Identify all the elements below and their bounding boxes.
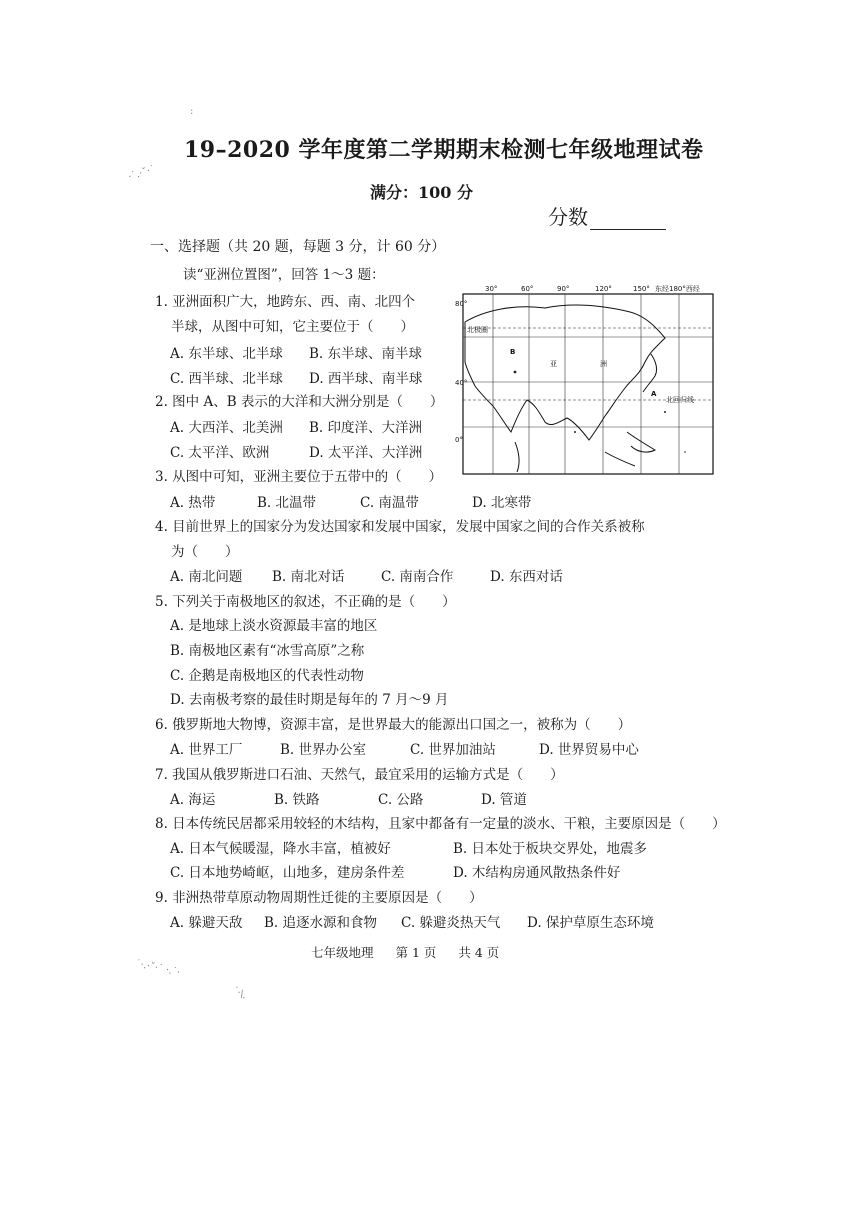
question-4-option-a: A. 南北问题	[170, 569, 243, 585]
question-9-line-1: 9. 非洲热带草原动物周期性迁徙的主要原因是（ ）	[155, 890, 483, 906]
lon-label-90: 90°	[557, 285, 570, 293]
question-3-line-1: 3. 从图中可知，亚洲主要位于五带中的（ ）	[155, 469, 443, 485]
question-8-option-a: A. 日本气候暖湿，降水丰富，植被好	[170, 841, 391, 857]
question-9-option-c: C. 躲避炎热天气	[401, 915, 501, 931]
question-1-option-b: B. 东半球、南半球	[309, 346, 423, 362]
exam-title: 19–2020 学年度第二学期期末检测七年级地理试卷	[184, 137, 704, 163]
question-3-option-a: A. 热带	[170, 495, 216, 511]
question-5-option-a: A. 是地球上淡水资源最丰富的地区	[170, 618, 378, 634]
score-field	[548, 201, 666, 230]
question-6-line-1: 6. 俄罗斯地大物博，资源丰富，是世界最大的能源出口国之一，被称为（ ）	[155, 717, 632, 733]
section-heading: 一、选择题（共 20 题，每题 3 分，计 60 分）	[150, 239, 446, 255]
map-label-tropic: 北回归线	[666, 396, 694, 404]
score-blank	[590, 211, 666, 230]
lat-label-0: 0°	[455, 436, 463, 444]
question-2-line-1: 2. 图中 A、B 表示的大洋和大洲分别是（ ）	[155, 394, 444, 410]
lon-label-60: 60°	[521, 285, 534, 293]
question-5-option-c: C. 企鹅是南极地区的代表性动物	[170, 668, 364, 684]
lon-label-180: 东经180°西经	[655, 285, 700, 293]
page-footer	[311, 943, 517, 961]
scan-smudge: ˙·\.	[230, 985, 249, 1002]
question-5-option-d: D. 去南极考察的最佳时期是每年的 7 月～9 月	[170, 692, 449, 708]
map-label-asia-2: 洲	[600, 360, 607, 368]
question-5-line-1: 5. 下列关于南极地区的叙述，不正确的是（ ）	[155, 594, 456, 610]
lon-label-30: 30°	[485, 285, 498, 293]
footer-subject: 七年级地理	[311, 945, 374, 960]
question-4-line-1: 4. 目前世界上的国家分为发达国家和发展中国家，发展中国家之间的合作关系被称	[155, 519, 645, 535]
question-6-option-b: B. 世界办公室	[280, 742, 367, 758]
question-6-option-d: D. 世界贸易中心	[539, 742, 639, 758]
question-6-option-a: A. 世界工厂	[170, 742, 243, 758]
question-7-option-c: C. 公路	[378, 792, 424, 808]
question-7-line-1: 7. 我国从俄罗斯进口石油、天然气，最宜采用的运输方式是（ ）	[155, 767, 564, 783]
footer-page: 第 1 页	[395, 945, 437, 960]
question-8-option-c: C. 日本地势崎岖，山地多，建房条件差	[170, 865, 405, 881]
map-label-asia-1: 亚	[550, 360, 557, 368]
question-8-option-b: B. 日本处于板块交界处，地震多	[453, 841, 648, 857]
question-9-option-b: B. 追逐水源和食物	[264, 915, 378, 931]
map-label-b: B	[510, 348, 516, 356]
question-3-option-d: D. 北寒带	[472, 495, 532, 511]
lon-label-120: 120°	[595, 285, 612, 293]
question-9-option-a: A. 躲避天敌	[170, 915, 243, 931]
map-label-arctic: 北极圈	[467, 326, 488, 334]
question-2-option-c: C. 太平洋、欧洲	[170, 445, 270, 461]
scan-smudge: ˙·.·ˇ·˙ ·.˙·	[134, 958, 182, 979]
map-svg	[455, 282, 719, 478]
question-3-option-c: C. 南温带	[360, 495, 419, 511]
question-4-option-d: D. 东西对话	[490, 569, 563, 585]
question-4-option-b: B. 南北对话	[272, 569, 345, 585]
score-label: 分数	[548, 205, 588, 229]
question-5-option-b: B. 南极地区素有“冰雪高原”之称	[170, 643, 365, 659]
lat-label-40: 40°	[455, 379, 468, 387]
question-6-option-c: C. 世界加油站	[410, 742, 496, 758]
scan-smudge: :	[190, 106, 194, 117]
map-label-a: A	[651, 390, 657, 398]
question-8-option-d: D. 木结构房通风散热条件好	[453, 865, 621, 881]
question-2-option-d: D. 太平洋、大洋洲	[309, 445, 423, 461]
question-1-line-1: 1. 亚洲面积广大，地跨东、西、南、北四个	[155, 294, 416, 310]
question-1-option-c: C. 西半球、北半球	[170, 371, 283, 387]
asia-location-map	[455, 282, 719, 478]
question-2-option-a: A. 大西洋、北美洲	[170, 420, 283, 436]
question-3-option-b: B. 北温带	[257, 495, 317, 511]
question-2-option-b: B. 印度洋、大洋洲	[309, 420, 423, 436]
question-8-line-1: 8. 日本传统民居都采用较轻的木结构，且家中都备有一定量的淡水、干粮，主要原因是（ ）	[155, 816, 726, 832]
question-7-option-a: A. 海运	[170, 792, 216, 808]
question-1-option-a: A. 东半球、北半球	[170, 346, 283, 362]
lon-label-150: 150°	[633, 285, 650, 293]
scan-smudge: ·˙.·ˇ·˙	[126, 163, 157, 184]
question-7-option-b: B. 铁路	[274, 792, 320, 808]
question-1-line-2: 半球，从图中可知，它主要位于（ ）	[171, 319, 414, 335]
full-marks: 满分：100 分	[370, 183, 473, 202]
lat-label-80: 80°	[455, 300, 468, 308]
question-7-option-d: D. 管道	[481, 792, 527, 808]
question-1-option-d: D. 西半球、南半球	[309, 371, 423, 387]
question-4-option-c: C. 南南合作	[381, 569, 454, 585]
question-4-line-2: 为（ ）	[171, 544, 239, 560]
section-intro: 读“亚洲位置图”，回答 1～3 题：	[183, 267, 385, 283]
question-9-option-d: D. 保护草原生态环境	[527, 915, 654, 931]
footer-total: 共 4 页	[458, 945, 500, 960]
